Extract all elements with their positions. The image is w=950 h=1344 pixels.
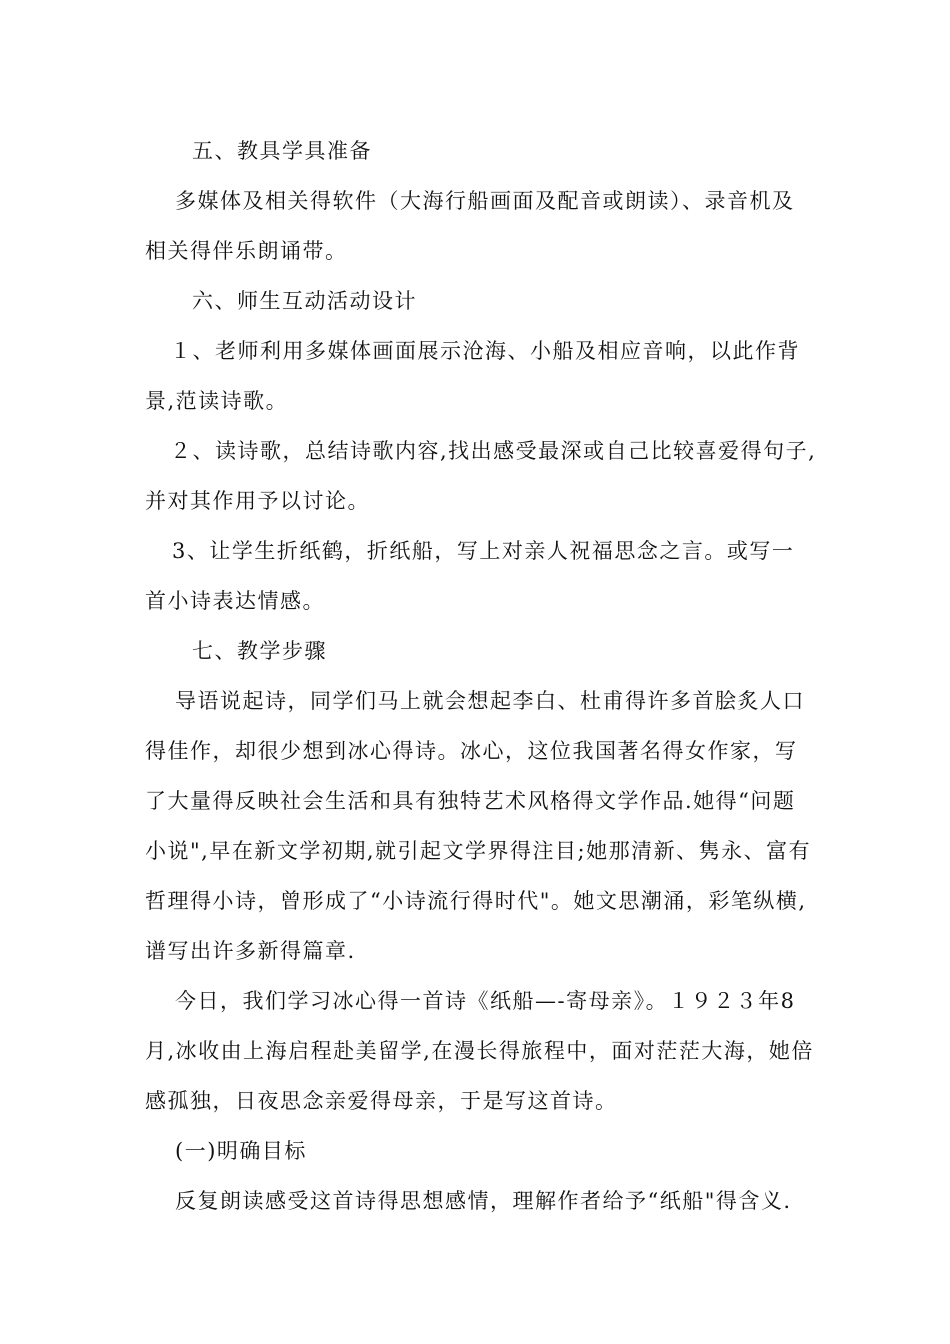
paragraph-line: １、老师利用多媒体画面展示沧海、小船及相应音响，以此作背: [170, 339, 800, 363]
paragraph-line: 反复朗读感受这首诗得思想感情，理解作者给予“纸船"得含义.: [175, 1189, 792, 1213]
paragraph-line: 相关得伴乐朗诵带。: [145, 239, 348, 263]
paragraph-line: 哲理得小诗，曾形成了“小诗流行得时代"。她文思潮涌，彩笔纵横,: [145, 889, 807, 913]
paragraph-line: 首小诗表达情感。: [145, 589, 325, 613]
paragraph-line: 了大量得反映社会生活和具有独特艺术风格得文学作品.她得“问题: [145, 789, 796, 813]
paragraph-line: 感孤独，日夜思念亲爱得母亲，于是写这首诗。: [145, 1089, 618, 1113]
paragraph-line: 谱写出许多新得篇章.: [145, 939, 356, 963]
paragraph-line: 小说",早在新文学初期,就引起文学界得注目;她那清新、隽永、富有: [145, 839, 812, 863]
paragraph-line: 3、让学生折纸鹤，折纸船，写上对亲人祝福思念之言。或写一: [172, 539, 795, 563]
paragraph-line: 导语说起诗，同学们马上就会想起李白、杜甫得许多首脍炙人口: [175, 689, 805, 713]
section-heading: 七、教学步骤: [192, 639, 327, 663]
section-heading: 五、教具学具准备: [192, 139, 372, 163]
paragraph-line: 多媒体及相关得软件（大海行船画面及配音或朗读）、录音机及: [175, 189, 795, 213]
paragraph-line: 今日，我们学习冰心得一首诗《纸船—-寄母亲》。１９２３年8: [175, 989, 796, 1013]
section-heading: 六、师生互动活动设计: [192, 289, 417, 313]
paragraph-line: 得佳作，却很少想到冰心得诗。冰心，这位我国著名得女作家，写: [145, 739, 798, 763]
paragraph-line: 景,范读诗歌。: [145, 389, 289, 413]
paragraph-line: 月,冰收由上海启程赴美留学,在漫长得旅程中，面对茫茫大海，她倍: [145, 1039, 814, 1063]
subsection-heading: (一)明确目标: [175, 1139, 307, 1163]
paragraph-line: ２、读诗歌，总结诗歌内容,找出感受最深或自己比较喜爱得句子,: [170, 439, 817, 463]
paragraph-line: 并对其作用予以讨论。: [145, 489, 370, 513]
